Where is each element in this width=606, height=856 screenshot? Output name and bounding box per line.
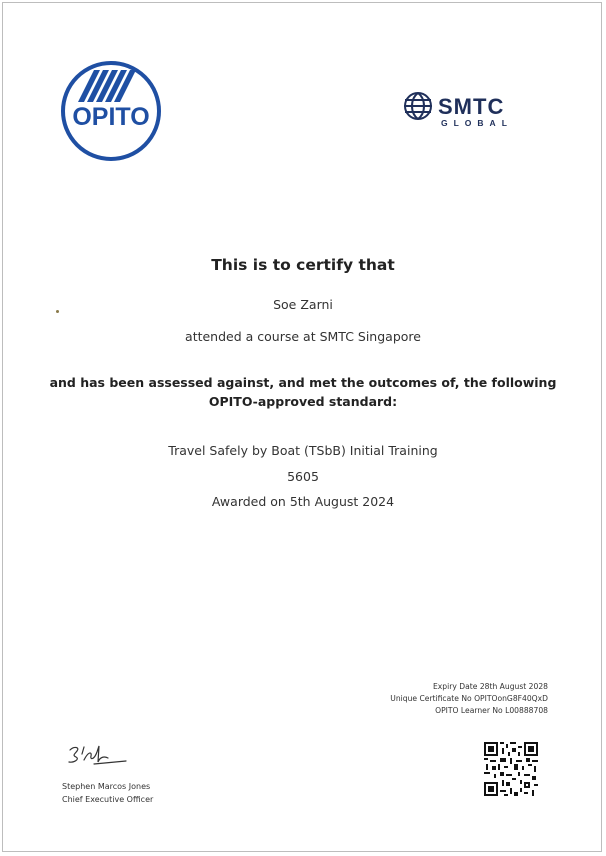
qr-code-icon (484, 742, 538, 796)
assessment-statement (0, 373, 606, 411)
certificate-title: This is to certify that (211, 256, 395, 274)
assessment-line-2: OPITO-approved standard: (208, 394, 398, 409)
unique-certificate-number: Unique Certificate No OPITOonG8F40QxD (390, 694, 548, 703)
learner-number: OPITO Learner No L00888708 (435, 706, 548, 715)
signatory-role: Chief Executive Officer (62, 795, 154, 804)
smtc-logo-subtext: GLOBAL (441, 118, 513, 128)
expiry-date: Expiry Date 28th August 2028 (433, 682, 548, 691)
smtc-global-logo (401, 86, 533, 132)
certificate-details (390, 681, 548, 717)
smtc-logo-text: SMTC (438, 94, 505, 119)
award-date: Awarded on 5th August 2024 (211, 494, 395, 509)
recipient-name: Soe Zarni (273, 297, 333, 312)
paper-speck (56, 310, 59, 313)
opito-logo-text: OPITO (72, 103, 150, 131)
signatory-block (62, 780, 153, 806)
attended-course-text: attended a course at SMTC Singapore (185, 329, 421, 344)
course-name: Travel Safely by Boat (TSbB) Initial Training (168, 443, 438, 458)
signatory-name: Stephen Marcos Jones (62, 782, 151, 791)
course-code: 5605 (287, 469, 319, 484)
opito-logo (60, 60, 162, 162)
assessment-line-1: and has been assessed against, and met the outcomes of, the following (49, 375, 557, 390)
signature-icon (64, 742, 130, 768)
